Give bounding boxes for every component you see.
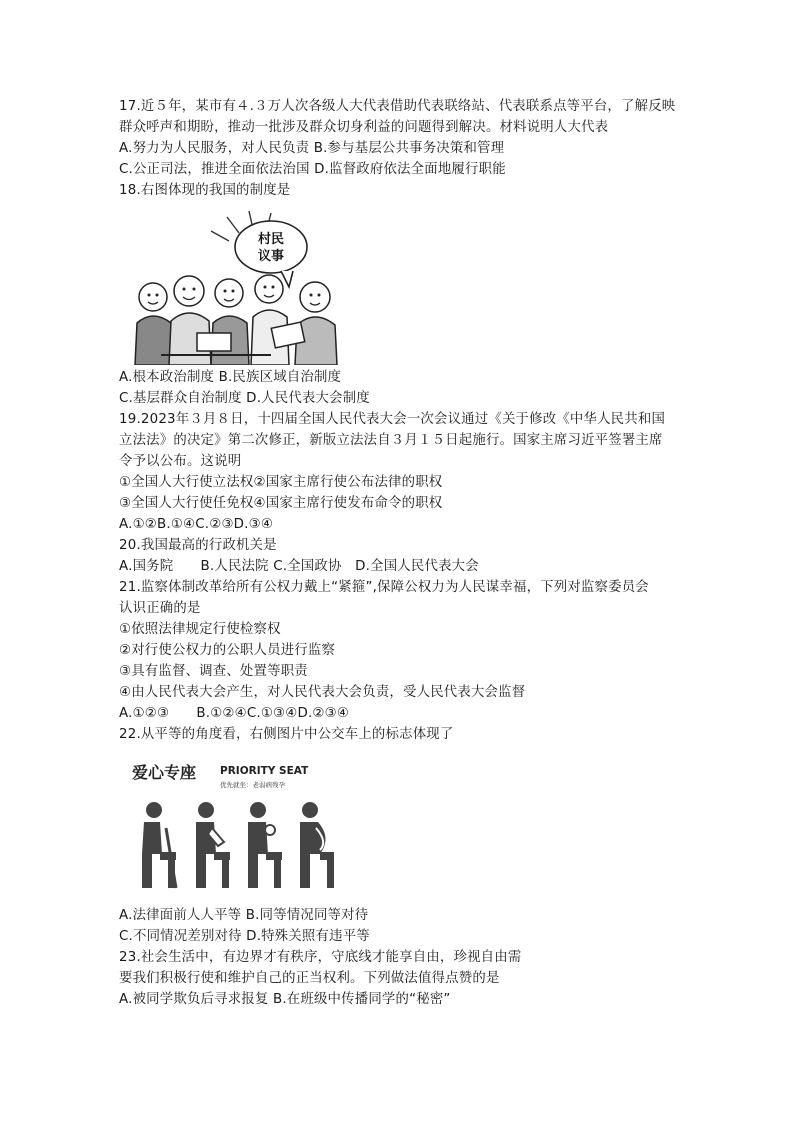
seat-pictograms [142,802,334,888]
q19-items-line2: ③全国人大行使任免权④国家主席行使发布命令的职权 [119,496,443,511]
sign-chinese-title: 爱心专座 [132,763,197,782]
bubble-text-line1: 村民 [257,232,285,247]
village-meeting-illustration [131,205,341,365]
q22-options-line1: A.法律面前人人平等 B.同等情况同等对待 [119,908,369,923]
q19-options: A.①②B.①④C.②③D.③④ [119,517,274,532]
q21-item1: ①依照法律规定行使检察权 [119,622,281,637]
q21-item3: ③具有监督、调查、处置等职责 [119,664,308,679]
q19-items-line1: ①全国人大行使立法权②国家主席行使公布法律的职权 [119,475,443,490]
q21-stem-line2: 认识正确的是 [119,601,201,616]
sign-subtitle: 优先就坐：老弱病残孕 [220,781,285,789]
q18-options-line2: C.基层群众自治制度 D.人民代表大会制度 [119,391,370,406]
q18-stem: 18.右图体现的我国的制度是 [119,183,291,198]
q19-stem-line2: 立法法》的决定》第二次修正，新版立法法自３月１５日起施行。国家主席习近平签署主席 [119,433,663,448]
parent-with-child-icon [248,802,282,888]
q17-options-line1: A.努力为人民服务，对人民负责 B.参与基层公共事务决策和管理 [119,141,505,156]
q21-options: A.①②③ B.①②④C.①③④D.②③④ [119,706,350,721]
sign-english-title: PRIORITY SEAT [220,765,309,777]
q17-stem-line2: 群众呼声和期盼，推动一批涉及群众切身利益的问题得到解决。材料说明人大代表 [119,120,609,135]
q23-stem-line1: 23.社会生活中，有边界才有秩序，守底线才能享自由，珍视自由需 [119,950,522,965]
q20-stem: 20.我国最高的行政机关是 [119,538,277,553]
q20-options: A.国务院 B.人民法院 C.全国政协 D.全国人民代表大会 [119,559,479,574]
q17-options-line2: C.公正司法，推进全面依法治国 D.监督政府依法全面地履行职能 [119,162,506,177]
elderly-person-icon [142,802,176,888]
q23-stem-line2: 要我们积极行使和维护自己的正当权利。下列做法值得点赞的是 [119,971,500,986]
q22-stem: 22.从平等的角度看，右侧图片中公交车上的标志体现了 [119,727,454,742]
q17-stem-line1: 17.近５年，某市有４.３万人次各级人大代表借助代表联络站、代表联系点等平台，了解反映 [119,99,676,114]
q21-item2: ②对行使公权力的公职人员进行监察 [119,643,336,658]
bubble-text-line2: 议事 [257,249,285,264]
priority-seat-sign [128,758,348,896]
q21-item4: ④由人民代表大会产生，对人民代表大会负责，受人民代表大会监督 [119,685,526,700]
q18-options-line1: A.根本政治制度 B.民族区域自治制度 [119,370,342,385]
q19-stem-line1: 19.2023年３月８日，十四届全国人民代表大会一次会议通过《关于修改《中华人民共和国 [119,412,666,427]
speech-bubble [235,221,307,273]
injured-person-icon [196,802,230,888]
q23-options-line1: A.被同学欺负后寻求报复 B.在班级中传播同学的“秘密” [119,992,451,1007]
q19-stem-line3: 令予以公布。这说明 [119,454,242,469]
pregnant-woman-icon [300,802,334,888]
q22-options-line2: C.不同情况差别对待 D.特殊关照有违平等 [119,929,370,944]
q21-stem-line1: 21.监察体制改革给所有公权力戴上“紧箍”,保障公权力为人民谋幸福，下列对监察委员会 [119,580,649,595]
